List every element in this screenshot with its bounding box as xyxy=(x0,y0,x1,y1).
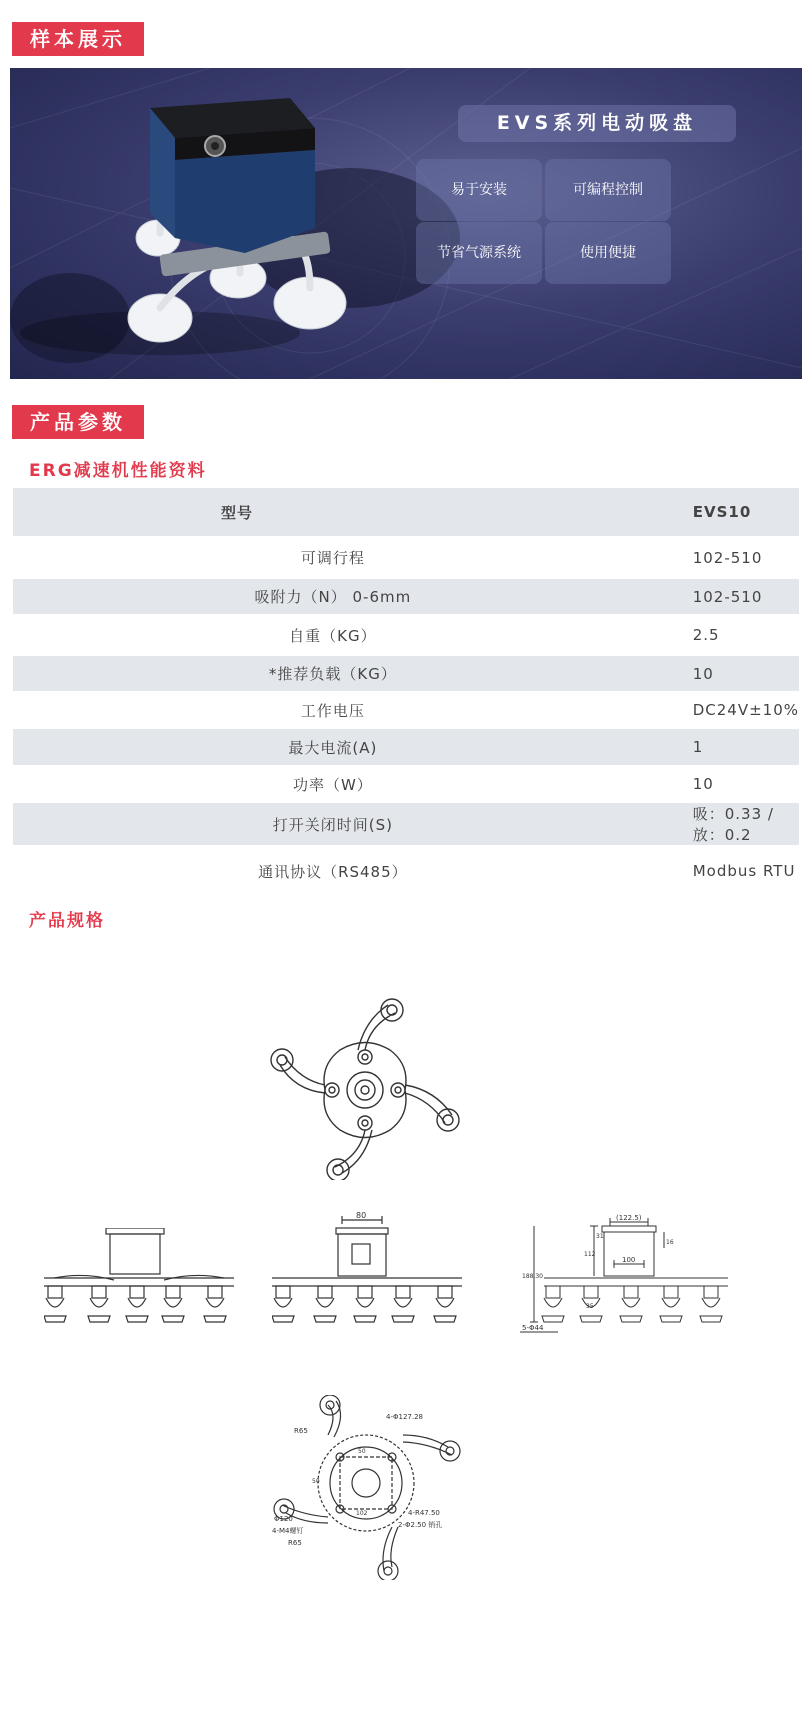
dim-circle: 4-Φ127.28 xyxy=(386,1413,423,1421)
table-header-row xyxy=(13,488,799,536)
row-value: 102-510 xyxy=(692,587,763,606)
row-key: 最大电流(A) xyxy=(288,738,378,757)
row-key: 工作电压 xyxy=(300,701,365,720)
dim-h3: 16 xyxy=(666,1239,674,1246)
row-key: 可调行程 xyxy=(300,549,365,567)
row-value: Modbus RTU xyxy=(692,862,796,880)
dim-s102: 102 xyxy=(356,1510,368,1517)
dim-h2: 31 xyxy=(596,1233,604,1240)
product-banner xyxy=(10,68,802,379)
banner-title: EVS系列电动吸盘 xyxy=(458,105,736,142)
spec-table xyxy=(13,488,799,897)
feature-programmable: 可编程控制 xyxy=(545,159,671,221)
product-image xyxy=(20,98,346,355)
table-heading: ERG减速机性能资料 xyxy=(29,461,207,481)
section-tag-sample: 样本展示 xyxy=(12,22,144,56)
table-row xyxy=(13,803,799,845)
row-value: 2.5 xyxy=(692,626,720,644)
row-value: 10 xyxy=(692,664,714,683)
row-key: 打开关闭时间(S) xyxy=(272,815,393,834)
row-key: 通讯协议（RS485） xyxy=(258,862,408,881)
table-row xyxy=(13,765,799,803)
row-key: 自重（KG） xyxy=(289,626,377,645)
drawing-top-view xyxy=(270,995,460,1180)
dim-r2: R65 xyxy=(288,1539,302,1547)
row-key: *推荐负载（KG） xyxy=(268,665,397,683)
feature-air-saving: 节省气源系统 xyxy=(416,222,542,284)
table-row xyxy=(13,656,799,691)
dim-top-width: 80 xyxy=(356,1212,367,1220)
table-row xyxy=(13,614,799,656)
drawing-bottom-view xyxy=(268,1395,468,1580)
section-tag-params: 产品参数 xyxy=(12,405,144,439)
spec-heading: 产品规格 xyxy=(29,911,105,931)
drawing-side-view xyxy=(272,1212,462,1328)
dim-total-height: 188.30 xyxy=(522,1273,543,1280)
dim-w2: 100 xyxy=(622,1256,636,1264)
feature-convenient: 使用便捷 xyxy=(545,222,671,284)
dim-bolt: 4-R47.50 xyxy=(408,1509,440,1517)
row-value: 1 xyxy=(692,738,704,756)
table-row xyxy=(13,536,799,579)
row-value: 102-510 xyxy=(692,548,763,567)
dim-h1: 112 xyxy=(584,1251,596,1258)
table-row xyxy=(13,845,799,897)
row-value: 10 xyxy=(692,775,714,793)
row-key: 功率（W） xyxy=(292,775,373,794)
dim-r1: R65 xyxy=(294,1427,308,1435)
drawing-front-view xyxy=(44,1228,234,1328)
row-key: 吸附力（N） 0-6mm xyxy=(254,588,412,606)
header-value: EVS10 xyxy=(692,503,752,521)
table-row xyxy=(13,729,799,765)
feature-easy-install: 易于安装 xyxy=(416,159,542,221)
dim-w1: (122.5) xyxy=(616,1214,642,1222)
table-row xyxy=(13,691,799,729)
dim-hole: 2-Φ2.50 销孔 xyxy=(398,1521,443,1529)
drawing-dimensioned-view xyxy=(518,1212,743,1340)
header-key: 型号 xyxy=(221,503,254,522)
table-row xyxy=(13,579,799,614)
row-value: 吸：0.33 / 放：0.2 xyxy=(692,805,774,844)
dim-s50a: 50 xyxy=(358,1448,366,1455)
dim-cup-height: 35 xyxy=(586,1303,594,1310)
dim-screw: 4-M4螺钉 xyxy=(272,1527,304,1535)
dim-inner: Φ120 xyxy=(274,1515,293,1523)
row-value: DC24V±10% xyxy=(692,701,799,719)
dim-cups: 5-Φ44 xyxy=(522,1324,544,1332)
dim-s50b: 50 xyxy=(312,1478,320,1485)
